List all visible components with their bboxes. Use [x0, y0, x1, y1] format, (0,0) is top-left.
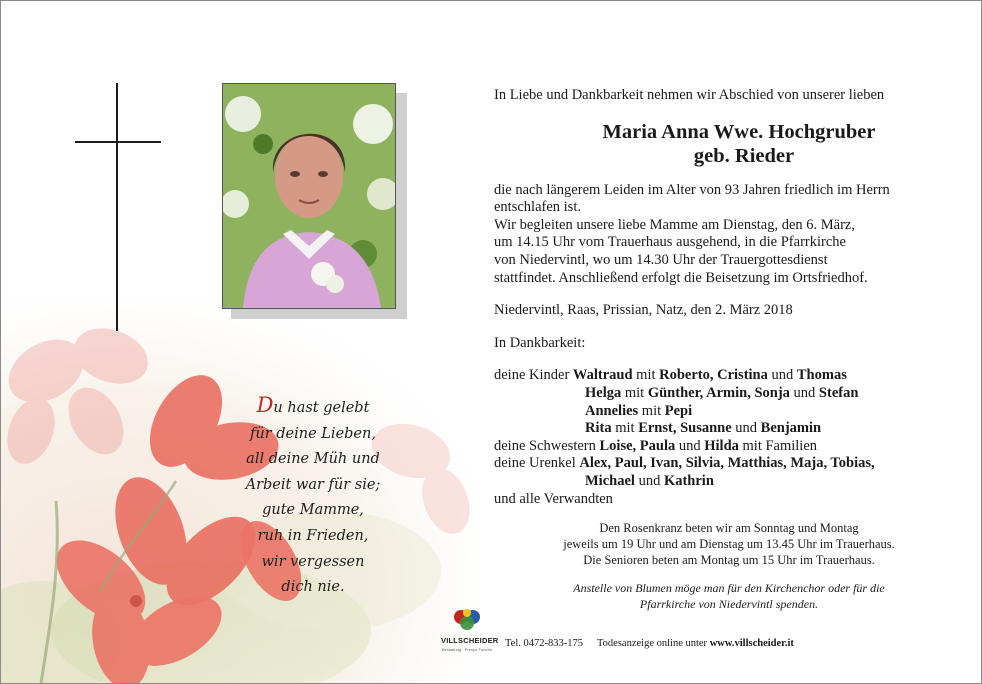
- siblings-prefix: deine Schwestern: [494, 437, 596, 454]
- villscheider-logo-icon: [449, 605, 485, 633]
- rosary-line: Den Rosenkranz beten wir am Sonntag und Montag: [599, 521, 859, 535]
- with-word: mit: [621, 384, 648, 401]
- great-prefix: deine Urenkel: [494, 455, 576, 472]
- and-word: und: [789, 384, 819, 401]
- children-prefix: deine Kinder: [494, 367, 570, 384]
- children-row: [494, 367, 964, 385]
- deceased-name-line2: geb. Rieder: [693, 144, 795, 167]
- phone-number: Tel. 0472-833-175: [505, 638, 584, 649]
- child-name: Helga: [585, 384, 622, 401]
- poem-initial: D: [256, 393, 274, 417]
- child-name: Rita: [585, 420, 612, 437]
- with-word: mit: [632, 367, 660, 384]
- sibling-names: Hilda: [704, 437, 739, 454]
- logo-name: VILLSCHEIDER: [441, 636, 499, 645]
- deceased-name: [494, 120, 964, 168]
- siblings-row: [494, 438, 964, 456]
- donation-line: Anstelle von Blumen möge man für den Kirchenchor oder für die: [573, 581, 885, 595]
- details-line: stattfindet. Anschließend erfolgt die Beisetzung im Ortsfriedhof.: [494, 269, 868, 286]
- child-name: Annelies: [585, 402, 639, 419]
- poem-line: wir vergessen: [261, 553, 365, 570]
- and-word: und: [675, 437, 705, 454]
- child-name: Waltraud: [572, 367, 633, 384]
- children-row: [494, 385, 964, 403]
- poem-line: für deine Lieben,: [250, 425, 376, 442]
- poem-line: dich nie.: [281, 579, 345, 596]
- and-word: und: [634, 472, 664, 489]
- portrait-photo: [222, 83, 396, 309]
- poem-line: gute Mamme,: [262, 502, 364, 519]
- details-line: von Niedervintl, wo um 14.30 Uhr der Trauergottesdienst: [494, 251, 828, 268]
- with-word: mit: [611, 420, 639, 437]
- details-line: entschlafen ist.: [494, 199, 581, 216]
- with-word: mit: [638, 402, 665, 419]
- partner-names: Stefan: [818, 384, 859, 401]
- children-row: [494, 403, 964, 421]
- funeral-details: [494, 182, 964, 288]
- and-word: und: [767, 367, 797, 384]
- partner-names: Benjamin: [760, 420, 822, 437]
- great-grandchildren-names: Alex, Paul, Ivan, Silvia, Matthias, Maja, Tobias,: [579, 455, 875, 472]
- intro-line: In Liebe und Dankbarkeit nehmen wir Abschied von unserer lieben: [494, 87, 885, 103]
- great-grandchildren-row: [494, 473, 964, 491]
- sibling-names: Loise, Paula: [599, 437, 676, 454]
- poem-line: Arbeit war für sie;: [245, 476, 381, 493]
- details-line: Wir begleiten unsere liebe Mamme am Dienstag, den 6. März,: [494, 216, 855, 233]
- announcement-text: [494, 87, 964, 508]
- details-line: die nach längerem Leiden im Alter von 93 Jahren friedlich im Herrn: [494, 181, 890, 198]
- partner-names: Ernst, Susanne: [638, 420, 732, 437]
- great-grandchildren-names: Kathrin: [663, 472, 714, 489]
- online-prefix: Todesanzeige online unter: [597, 638, 710, 649]
- poem-line: all deine Müh und: [246, 451, 380, 468]
- cross-icon-bar: [75, 141, 161, 143]
- relatives-line: und alle Verwandten: [494, 490, 613, 507]
- details-line: um 14.15 Uhr vom Trauerhaus ausgehend, in die Pfarrkirche: [494, 234, 846, 251]
- place-date: Niedervintl, Raas, Prissian, Natz, den 2. März 2018: [494, 302, 793, 319]
- poem-line: ruh in Frieden,: [257, 527, 369, 544]
- partner-names: Pepi: [664, 402, 693, 419]
- and-word: und: [731, 420, 761, 437]
- footer: [441, 605, 961, 665]
- rosary-notice: [494, 521, 964, 568]
- mourners-list: [494, 367, 964, 508]
- deceased-name-line1: Maria Anna Wwe. Hochgruber: [602, 120, 876, 143]
- memorial-poem: [233, 393, 393, 601]
- logo-subtitle: Bestattung · Pompe Funebri: [441, 647, 493, 652]
- partner-names: Roberto, Cristina: [659, 367, 768, 384]
- rosary-line: Die Senioren beten am Montag um 15 Uhr im Trauerhaus.: [583, 552, 875, 567]
- poem-line: u hast gelebt: [273, 400, 370, 416]
- partner-names: Thomas: [796, 367, 847, 384]
- donation-line: Pfarrkirche von Niedervintl spenden.: [639, 596, 819, 611]
- great-grandchildren-names: Michael: [585, 472, 635, 489]
- siblings-suffix: mit Familien: [738, 437, 818, 454]
- online-notice: [597, 638, 794, 649]
- cross-icon: [116, 83, 118, 331]
- great-grandchildren-row: [494, 455, 964, 473]
- thanks-heading: In Dankbarkeit:: [494, 334, 586, 351]
- website-link[interactable]: www.villscheider.it: [709, 638, 794, 649]
- partner-names: Günther, Armin, Sonja: [647, 384, 790, 401]
- rosary-line: jeweils um 19 Uhr und am Dienstag um 13.45 Uhr im Trauerhaus.: [563, 536, 895, 551]
- children-row: [494, 420, 964, 438]
